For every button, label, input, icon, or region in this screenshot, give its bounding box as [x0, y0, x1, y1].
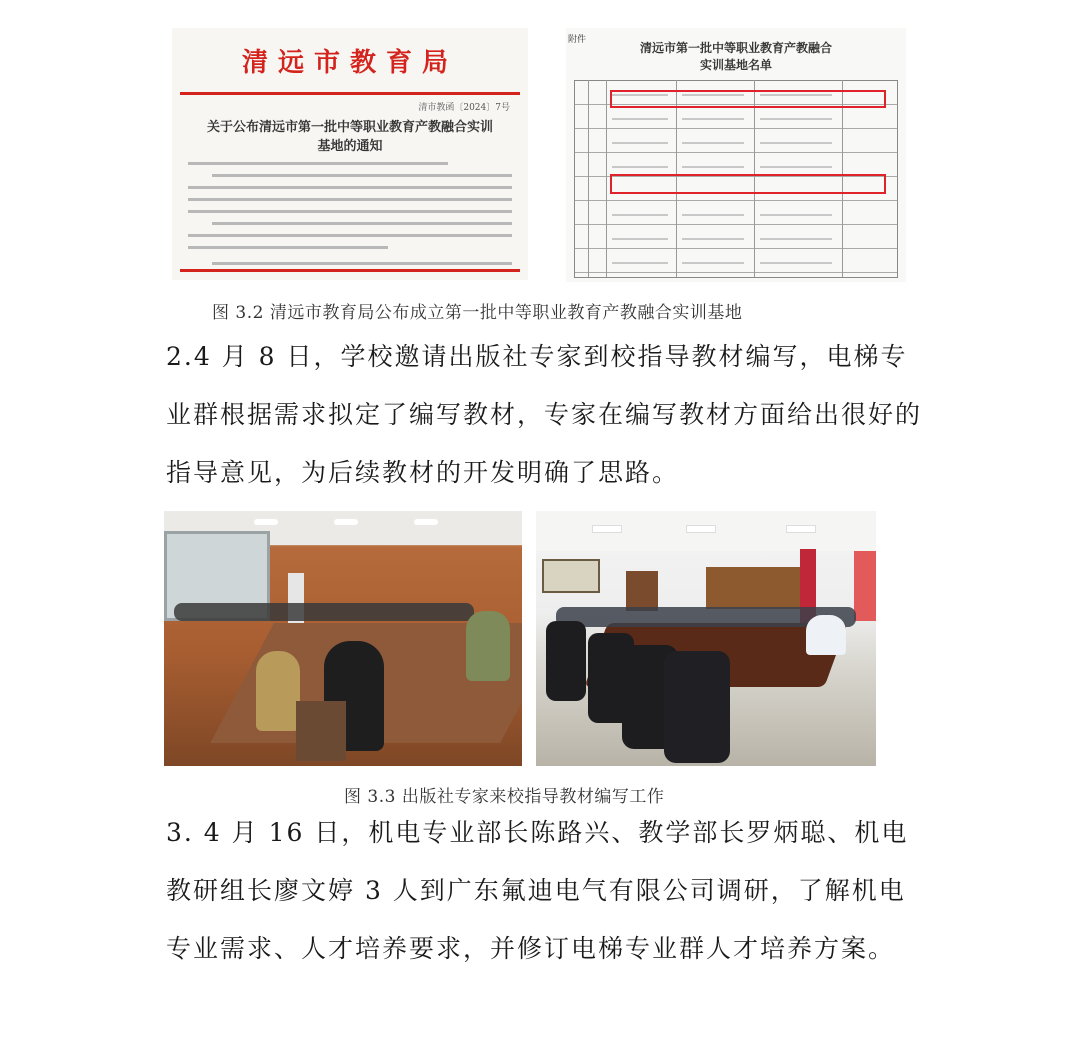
ceiling-light	[254, 519, 278, 525]
notice-text-line	[188, 186, 512, 189]
appendix-title: 清远市第一批中等职业教育产教融合实训基地名单	[639, 41, 832, 72]
highlight-box	[610, 90, 886, 108]
ceiling-light	[414, 519, 438, 525]
table-cell-text	[612, 214, 668, 216]
table-cell-text	[682, 238, 744, 240]
table-cell-text	[682, 262, 744, 264]
appendix-list-image	[566, 28, 906, 282]
notice-bottom-rule	[180, 269, 520, 272]
notice-text-line	[212, 222, 512, 225]
table-cell-text	[612, 142, 668, 144]
table-cell-text	[682, 166, 744, 168]
table-cell-text	[760, 262, 832, 264]
notice-title: 关于公布清远市第一批中等职业教育产教融合实训基地的通知	[206, 120, 493, 154]
meeting-photo-left	[164, 511, 522, 766]
table-cell-text	[760, 214, 832, 216]
wall-painting	[542, 559, 600, 593]
meeting-photo-right	[536, 511, 876, 766]
table-cell-text	[760, 118, 832, 120]
ceiling-light	[592, 525, 622, 533]
person-white-shirt	[806, 615, 846, 655]
figure-3-2-caption: 图 3.2 清远市教育局公布成立第一批中等职业教育产教融合实训基地	[212, 303, 743, 323]
notice-doc-number: 清市教函〔2024〕7号	[418, 103, 510, 113]
ceiling-light	[334, 519, 358, 525]
table-cell-text	[612, 118, 668, 120]
table-cell-text	[612, 238, 668, 240]
ceiling-light	[786, 525, 816, 533]
door	[626, 571, 658, 611]
table-cell-text	[612, 262, 668, 264]
table-column-line	[588, 80, 589, 277]
notice-text-line	[188, 234, 512, 237]
paragraph-3: 3. 4 月 16 日，机电专业部长陈路兴、教学部长罗炳聪、机电教研组长廖文婷 3 人到广东氟迪电气有限公司调研，了解机电专业需求、人才培养要求，并修订电梯专业群人才培养方案。	[166, 818, 909, 963]
notice-header: 清远市教育局	[241, 48, 458, 78]
table-cell-text	[682, 118, 744, 120]
table-cell-text	[760, 142, 832, 144]
appendix-label: 附件	[568, 35, 587, 45]
trophy-cabinet	[706, 567, 806, 609]
notice-text-line	[188, 210, 512, 213]
notice-text-line	[188, 162, 448, 165]
person-foreground	[256, 651, 300, 731]
office-chair	[664, 651, 730, 763]
seated-people-row	[174, 603, 474, 621]
notice-document-image	[172, 28, 528, 280]
paragraph-2: 2.4 月 8 日，学校邀请出版社专家到校指导教材编写，电梯专业群根据需求拟定了编写教材，专家在编写教材方面给出很好的指导意见，为后续教材的开发明确了思路。	[166, 342, 923, 487]
table-cell-text	[612, 166, 668, 168]
ceiling-light	[686, 525, 716, 533]
table-cell-text	[682, 142, 744, 144]
office-chair	[546, 621, 586, 701]
notice-text-line	[212, 174, 512, 177]
highlight-box	[610, 174, 886, 194]
notice-text-line	[188, 198, 512, 201]
table-cell-text	[682, 214, 744, 216]
table-column-line	[606, 80, 607, 277]
red-banner	[854, 551, 876, 621]
figure-3-3-caption: 图 3.3 出版社专家来校指导教材编写工作	[344, 787, 665, 807]
table-cell-text	[760, 166, 832, 168]
chair	[296, 701, 346, 761]
person-foreground	[466, 611, 510, 681]
notice-text-line	[188, 246, 388, 249]
notice-text-line	[212, 262, 512, 265]
table-cell-text	[760, 238, 832, 240]
notice-red-rule	[180, 92, 520, 95]
